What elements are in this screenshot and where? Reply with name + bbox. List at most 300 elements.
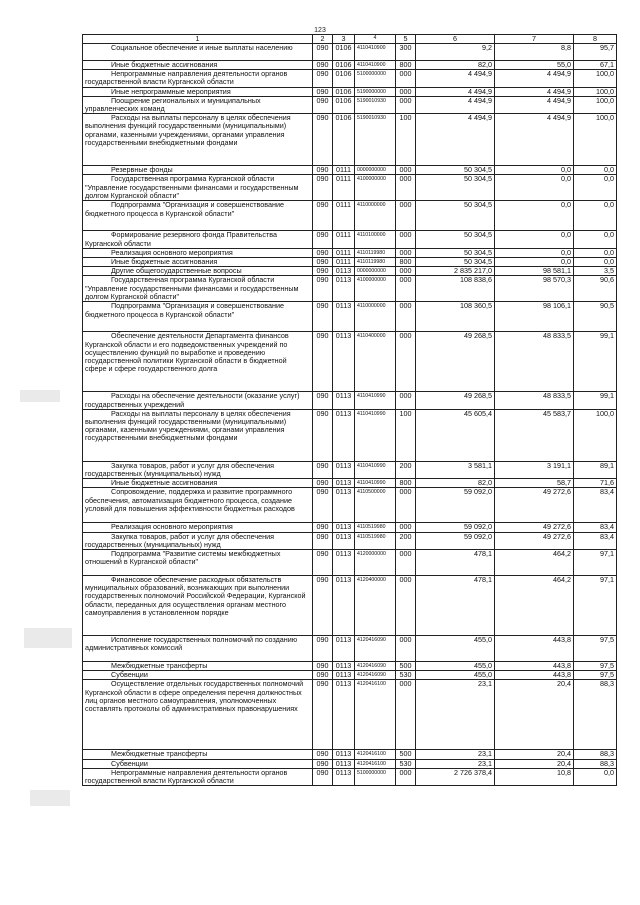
cell-percent: 83,4 [574, 523, 617, 532]
cell-ved: 090 [313, 96, 333, 113]
cell-executed: 49 272,6 [495, 532, 574, 549]
cell-name: Поощрение региональных и муниципальных управленческих команд [83, 96, 313, 113]
cell-percent: 100,0 [574, 70, 617, 87]
cell-section: 0111 [333, 248, 355, 257]
cell-expense-type: 800 [396, 61, 416, 70]
cell-name: Финансовое обеспечение расходных обязательств муниципальных образований, возникающих при выполнении государственных полномочий Российской Федерации, Курганской области, переданных для осуществления органам местного самоуправления в установленном порядке [83, 576, 313, 636]
cell-expense-type: 000 [396, 636, 416, 662]
cell-section: 0111 [333, 231, 355, 248]
cell-ved: 090 [313, 175, 333, 201]
table-row [83, 461, 617, 478]
cell-percent: 0,0 [574, 175, 617, 201]
cell-ved: 090 [313, 576, 333, 636]
cell-expense-type: 500 [396, 662, 416, 671]
cell-ved: 090 [313, 759, 333, 768]
cell-executed: 3 191,1 [495, 461, 574, 478]
cell-name: Социальное обеспечение и иные выплаты населению [83, 44, 313, 61]
table-row [83, 276, 617, 302]
table-row [83, 175, 617, 201]
cell-target-article: 4120000000 [355, 550, 396, 576]
cell-planned: 2 726 378,4 [416, 768, 495, 785]
cell-planned: 59 092,0 [416, 523, 495, 532]
cell-section: 0113 [333, 532, 355, 549]
column-header-section: 3 [333, 35, 355, 44]
cell-section: 0111 [333, 258, 355, 267]
cell-name: Межбюджетные трансферты [83, 662, 313, 671]
column-header-name: 1 [83, 35, 313, 44]
cell-expense-type: 300 [396, 44, 416, 61]
cell-planned: 49 268,5 [416, 392, 495, 409]
cell-percent: 0,0 [574, 258, 617, 267]
cell-target-article: 4120416090 [355, 662, 396, 671]
cell-name: Исполнение государственных полномочий по созданию административных комиссий [83, 636, 313, 662]
cell-name: Реализация основного мероприятия [83, 248, 313, 257]
cell-ved: 090 [313, 201, 333, 231]
table-row [83, 302, 617, 332]
cell-section: 0113 [333, 392, 355, 409]
cell-name: Резервные фонды [83, 166, 313, 175]
cell-expense-type: 000 [396, 523, 416, 532]
cell-planned: 4 494,9 [416, 96, 495, 113]
table-row [83, 636, 617, 662]
cell-percent: 0,0 [574, 201, 617, 231]
cell-name: Субвенции [83, 671, 313, 680]
cell-executed: 443,8 [495, 671, 574, 680]
cell-percent: 0,0 [574, 231, 617, 248]
cell-planned: 455,0 [416, 671, 495, 680]
cell-expense-type: 500 [396, 750, 416, 759]
cell-section: 0113 [333, 276, 355, 302]
scan-artifact [30, 790, 70, 806]
cell-target-article: 4110410990 [355, 479, 396, 488]
cell-percent: 0,0 [574, 768, 617, 785]
cell-executed: 20,4 [495, 759, 574, 768]
cell-planned: 3 581,1 [416, 461, 495, 478]
table-body [83, 44, 617, 786]
cell-planned: 23,1 [416, 759, 495, 768]
cell-executed: 0,0 [495, 175, 574, 201]
cell-executed: 0,0 [495, 231, 574, 248]
cell-section: 0106 [333, 61, 355, 70]
cell-ved: 090 [313, 523, 333, 532]
cell-name: Реализация основного мероприятия [83, 523, 313, 532]
cell-name: Подпрограмма "Развитие системы межбюджетных отношений в Курганской области" [83, 550, 313, 576]
cell-percent: 90,6 [574, 276, 617, 302]
cell-percent: 0,0 [574, 248, 617, 257]
cell-expense-type: 000 [396, 231, 416, 248]
cell-name: Закупка товаров, работ и услуг для обеспечения государственных (муниципальных) нужд [83, 461, 313, 478]
column-header-planned: 6 [416, 35, 495, 44]
cell-ved: 090 [313, 70, 333, 87]
cell-percent: 100,0 [574, 114, 617, 166]
cell-expense-type: 000 [396, 392, 416, 409]
cell-expense-type: 530 [396, 671, 416, 680]
cell-percent: 97,1 [574, 576, 617, 636]
cell-executed: 49 272,6 [495, 488, 574, 523]
cell-percent: 100,0 [574, 96, 617, 113]
table-row [83, 248, 617, 257]
table-row [83, 61, 617, 70]
cell-percent: 89,1 [574, 461, 617, 478]
cell-executed: 45 583,7 [495, 409, 574, 461]
cell-expense-type: 000 [396, 276, 416, 302]
cell-executed: 4 494,9 [495, 70, 574, 87]
cell-executed: 98 570,3 [495, 276, 574, 302]
cell-executed: 4 494,9 [495, 114, 574, 166]
cell-expense-type: 100 [396, 114, 416, 166]
cell-section: 0106 [333, 96, 355, 113]
cell-target-article: 0000000000 [355, 166, 396, 175]
column-header-expense-type: 5 [396, 35, 416, 44]
cell-executed: 464,2 [495, 576, 574, 636]
cell-target-article: 4120416100 [355, 680, 396, 750]
cell-ved: 090 [313, 488, 333, 523]
cell-expense-type: 000 [396, 302, 416, 332]
table-row [83, 392, 617, 409]
cell-planned: 50 304,5 [416, 248, 495, 257]
cell-planned: 2 835 217,0 [416, 267, 495, 276]
cell-section: 0113 [333, 332, 355, 392]
cell-section: 0113 [333, 680, 355, 750]
cell-section: 0106 [333, 44, 355, 61]
cell-planned: 45 605,4 [416, 409, 495, 461]
cell-percent: 88,3 [574, 750, 617, 759]
cell-executed: 8,8 [495, 44, 574, 61]
cell-ved: 090 [313, 461, 333, 478]
cell-planned: 50 304,5 [416, 201, 495, 231]
cell-section: 0106 [333, 70, 355, 87]
cell-target-article: 5190000000 [355, 87, 396, 96]
cell-section: 0113 [333, 759, 355, 768]
cell-name: Иные непрограммные мероприятия [83, 87, 313, 96]
table-row [83, 488, 617, 523]
cell-executed: 49 272,6 [495, 523, 574, 532]
cell-name: Подпрограмма "Организация и совершенствование бюджетного процесса в Курганской области" [83, 302, 313, 332]
cell-expense-type: 000 [396, 550, 416, 576]
cell-ved: 090 [313, 332, 333, 392]
cell-name: Расходы на обеспечение деятельности (оказание услуг) государственных учреждений [83, 392, 313, 409]
cell-target-article: 4110500000 [355, 488, 396, 523]
cell-section: 0113 [333, 409, 355, 461]
cell-planned: 82,0 [416, 61, 495, 70]
table-row [83, 532, 617, 549]
cell-name: Иные бюджетные ассигнования [83, 61, 313, 70]
cell-ved: 090 [313, 44, 333, 61]
table-row [83, 332, 617, 392]
cell-target-article: 4120416100 [355, 750, 396, 759]
cell-ved: 090 [313, 636, 333, 662]
cell-executed: 98 581,1 [495, 267, 574, 276]
table-row [83, 768, 617, 785]
cell-planned: 478,1 [416, 576, 495, 636]
cell-target-article: 4110519980 [355, 532, 396, 549]
cell-ved: 090 [313, 302, 333, 332]
cell-ved: 090 [313, 680, 333, 750]
table-row [83, 671, 617, 680]
cell-ved: 090 [313, 392, 333, 409]
cell-target-article: 4110400000 [355, 332, 396, 392]
cell-planned: 455,0 [416, 662, 495, 671]
cell-executed: 443,8 [495, 636, 574, 662]
cell-expense-type: 000 [396, 175, 416, 201]
table-row [83, 258, 617, 267]
cell-target-article: 4110410900 [355, 44, 396, 61]
cell-section: 0113 [333, 479, 355, 488]
cell-percent: 88,3 [574, 680, 617, 750]
cell-target-article: 4120416100 [355, 759, 396, 768]
cell-target-article: 4110000000 [355, 302, 396, 332]
cell-executed: 20,4 [495, 680, 574, 750]
cell-percent: 90,5 [574, 302, 617, 332]
cell-section: 0113 [333, 302, 355, 332]
cell-section: 0113 [333, 671, 355, 680]
table-row [83, 750, 617, 759]
cell-ved: 090 [313, 231, 333, 248]
cell-target-article: 4110410990 [355, 461, 396, 478]
cell-planned: 4 494,9 [416, 87, 495, 96]
cell-ved: 090 [313, 166, 333, 175]
scan-artifact [24, 628, 72, 648]
cell-name: Расходы на выплаты персоналу в целях обеспечения выполнения функций государственными (муниципальными) органами, казенными учреждениями, органами управления государственными внебюджетными фондами [83, 409, 313, 461]
cell-expense-type: 000 [396, 576, 416, 636]
cell-percent: 67,1 [574, 61, 617, 70]
cell-name: Субвенции [83, 759, 313, 768]
cell-ved: 090 [313, 409, 333, 461]
cell-ved: 090 [313, 662, 333, 671]
cell-percent: 71,6 [574, 479, 617, 488]
cell-planned: 82,0 [416, 479, 495, 488]
cell-target-article: 5100000000 [355, 70, 396, 87]
cell-name: Сопровождение, поддержка и развитие программного обеспечения, автоматизация бюджетного процесса, создание условий для повышения эффективности бюджетных расходов [83, 488, 313, 523]
cell-target-article: 4100000000 [355, 276, 396, 302]
cell-percent: 95,7 [574, 44, 617, 61]
cell-executed: 55,0 [495, 61, 574, 70]
cell-planned: 49 268,5 [416, 332, 495, 392]
cell-planned: 455,0 [416, 636, 495, 662]
table-row [83, 44, 617, 61]
column-header-executed: 7 [495, 35, 574, 44]
cell-percent: 83,4 [574, 532, 617, 549]
cell-target-article: 5190010930 [355, 96, 396, 113]
cell-planned: 108 838,6 [416, 276, 495, 302]
cell-percent: 99,1 [574, 332, 617, 392]
cell-target-article: 4110100000 [355, 231, 396, 248]
cell-ved: 090 [313, 276, 333, 302]
cell-expense-type: 800 [396, 258, 416, 267]
table-row [83, 70, 617, 87]
cell-ved: 090 [313, 258, 333, 267]
cell-name: Другие общегосударственные вопросы [83, 267, 313, 276]
cell-executed: 0,0 [495, 166, 574, 175]
cell-section: 0111 [333, 175, 355, 201]
cell-name: Подпрограмма "Организация и совершенствование бюджетного процесса в Курганской области" [83, 201, 313, 231]
cell-target-article: 4110000000 [355, 201, 396, 231]
cell-percent: 0,0 [574, 166, 617, 175]
cell-expense-type: 200 [396, 461, 416, 478]
cell-section: 0113 [333, 768, 355, 785]
cell-executed: 58,7 [495, 479, 574, 488]
table-row [83, 166, 617, 175]
cell-expense-type: 530 [396, 759, 416, 768]
cell-target-article: 4110119980 [355, 248, 396, 257]
cell-target-article: 4110519980 [355, 523, 396, 532]
cell-expense-type: 000 [396, 70, 416, 87]
cell-target-article: 4110410990 [355, 392, 396, 409]
cell-section: 0106 [333, 87, 355, 96]
cell-executed: 98 106,1 [495, 302, 574, 332]
cell-percent: 99,1 [574, 392, 617, 409]
table-row [83, 759, 617, 768]
column-header-percent: 8 [574, 35, 617, 44]
cell-expense-type: 100 [396, 409, 416, 461]
cell-executed: 0,0 [495, 201, 574, 231]
cell-name: Обеспечение деятельности Департамента финансов Курганской области и его подведомственных учреждений по осуществлению функций по выработке и проведению государственной политики Курганской области в бюджетной сфере и сфере государственного долга [83, 332, 313, 392]
column-header-ved: 2 [313, 35, 333, 44]
cell-target-article: 5100000000 [355, 768, 396, 785]
cell-percent: 97,5 [574, 662, 617, 671]
cell-planned: 108 360,5 [416, 302, 495, 332]
table-row [83, 87, 617, 96]
cell-expense-type: 000 [396, 332, 416, 392]
cell-section: 0113 [333, 523, 355, 532]
cell-planned: 9,2 [416, 44, 495, 61]
cell-ved: 090 [313, 61, 333, 70]
cell-ved: 090 [313, 479, 333, 488]
cell-name: Непрограммные направления деятельности органов государственной власти Курганской области [83, 768, 313, 785]
cell-percent: 97,5 [574, 671, 617, 680]
table-row [83, 576, 617, 636]
cell-name: Межбюджетные трансферты [83, 750, 313, 759]
cell-percent: 88,3 [574, 759, 617, 768]
cell-percent: 97,5 [574, 636, 617, 662]
cell-executed: 464,2 [495, 550, 574, 576]
cell-target-article: 4120416090 [355, 636, 396, 662]
table-row [83, 96, 617, 113]
cell-ved: 090 [313, 114, 333, 166]
cell-planned: 4 494,9 [416, 114, 495, 166]
page-number: 123 [314, 27, 326, 34]
cell-expense-type: 000 [396, 680, 416, 750]
cell-target-article: 4110119980 [355, 258, 396, 267]
cell-ved: 090 [313, 532, 333, 549]
cell-executed: 0,0 [495, 248, 574, 257]
cell-expense-type: 000 [396, 201, 416, 231]
cell-section: 0113 [333, 488, 355, 523]
cell-executed: 48 833,5 [495, 392, 574, 409]
cell-planned: 478,1 [416, 550, 495, 576]
table-row [83, 523, 617, 532]
cell-target-article: 4120400000 [355, 576, 396, 636]
cell-section: 0106 [333, 114, 355, 166]
cell-section: 0113 [333, 461, 355, 478]
cell-ved: 090 [313, 550, 333, 576]
column-header-target-article: 4 [355, 35, 396, 44]
cell-percent: 83,4 [574, 488, 617, 523]
cell-name: Расходы на выплаты персоналу в целях обеспечения выполнения функций государственными (муниципальными) органами, казенными учреждениями, органами управления государственными внебюджетными фондами [83, 114, 313, 166]
cell-executed: 48 833,5 [495, 332, 574, 392]
cell-target-article: 5190010930 [355, 114, 396, 166]
cell-planned: 50 304,5 [416, 166, 495, 175]
cell-percent: 97,1 [574, 550, 617, 576]
cell-name: Формирование резервного фонда Правительства Курганской области [83, 231, 313, 248]
cell-expense-type: 000 [396, 248, 416, 257]
table-row [83, 201, 617, 231]
cell-expense-type: 000 [396, 166, 416, 175]
cell-executed: 4 494,9 [495, 87, 574, 96]
cell-target-article: 4120416090 [355, 671, 396, 680]
cell-section: 0113 [333, 576, 355, 636]
cell-section: 0113 [333, 636, 355, 662]
cell-name: Иные бюджетные ассигнования [83, 258, 313, 267]
cell-section: 0113 [333, 550, 355, 576]
cell-percent: 100,0 [574, 409, 617, 461]
cell-ved: 090 [313, 87, 333, 96]
cell-section: 0113 [333, 750, 355, 759]
column-header-row [83, 35, 617, 44]
table-row [83, 267, 617, 276]
cell-ved: 090 [313, 267, 333, 276]
cell-expense-type: 000 [396, 87, 416, 96]
table-row [83, 231, 617, 248]
cell-ved: 090 [313, 768, 333, 785]
cell-expense-type: 000 [396, 488, 416, 523]
cell-planned: 50 304,5 [416, 231, 495, 248]
cell-expense-type: 200 [396, 532, 416, 549]
cell-planned: 23,1 [416, 680, 495, 750]
cell-expense-type: 000 [396, 96, 416, 113]
cell-planned: 50 304,5 [416, 258, 495, 267]
cell-planned: 59 092,0 [416, 532, 495, 549]
cell-executed: 4 494,9 [495, 96, 574, 113]
cell-name: Государственная программа Курганской области "Управление государственными финансами и государственным долгом Курганской области" [83, 175, 313, 201]
cell-name: Государственная программа Курганской области "Управление государственными финансами и государственным долгом Курганской области" [83, 276, 313, 302]
cell-target-article: 4100000000 [355, 175, 396, 201]
cell-section: 0113 [333, 662, 355, 671]
cell-percent: 100,0 [574, 87, 617, 96]
cell-ved: 090 [313, 671, 333, 680]
table-row [83, 479, 617, 488]
cell-planned: 50 304,5 [416, 175, 495, 201]
cell-executed: 10,8 [495, 768, 574, 785]
cell-planned: 23,1 [416, 750, 495, 759]
cell-name: Закупка товаров, работ и услуг для обеспечения государственных (муниципальных) нужд [83, 532, 313, 549]
cell-executed: 20,4 [495, 750, 574, 759]
table-row [83, 680, 617, 750]
cell-expense-type: 800 [396, 479, 416, 488]
cell-name: Непрограммные направления деятельности органов государственной власти Курганской области [83, 70, 313, 87]
cell-executed: 443,8 [495, 662, 574, 671]
cell-target-article: 4110410900 [355, 61, 396, 70]
cell-section: 0113 [333, 267, 355, 276]
cell-planned: 59 092,0 [416, 488, 495, 523]
table-row [83, 409, 617, 461]
cell-expense-type: 000 [396, 768, 416, 785]
cell-executed: 0,0 [495, 258, 574, 267]
table-row [83, 114, 617, 166]
cell-target-article: 0000000000 [355, 267, 396, 276]
cell-target-article: 4110410990 [355, 409, 396, 461]
cell-ved: 090 [313, 750, 333, 759]
cell-percent: 3,5 [574, 267, 617, 276]
table-row [83, 662, 617, 671]
budget-execution-table [82, 34, 617, 786]
cell-name: Осуществление отдельных государственных полномочий Курганской области в сфере определения перечня должностных лиц органов местного самоуправления, уполномоченных составлять протоколы об административных правонарушениях [83, 680, 313, 750]
cell-planned: 4 494,9 [416, 70, 495, 87]
scan-artifact [20, 390, 60, 402]
table-row [83, 550, 617, 576]
cell-ved: 090 [313, 248, 333, 257]
cell-section: 0111 [333, 166, 355, 175]
